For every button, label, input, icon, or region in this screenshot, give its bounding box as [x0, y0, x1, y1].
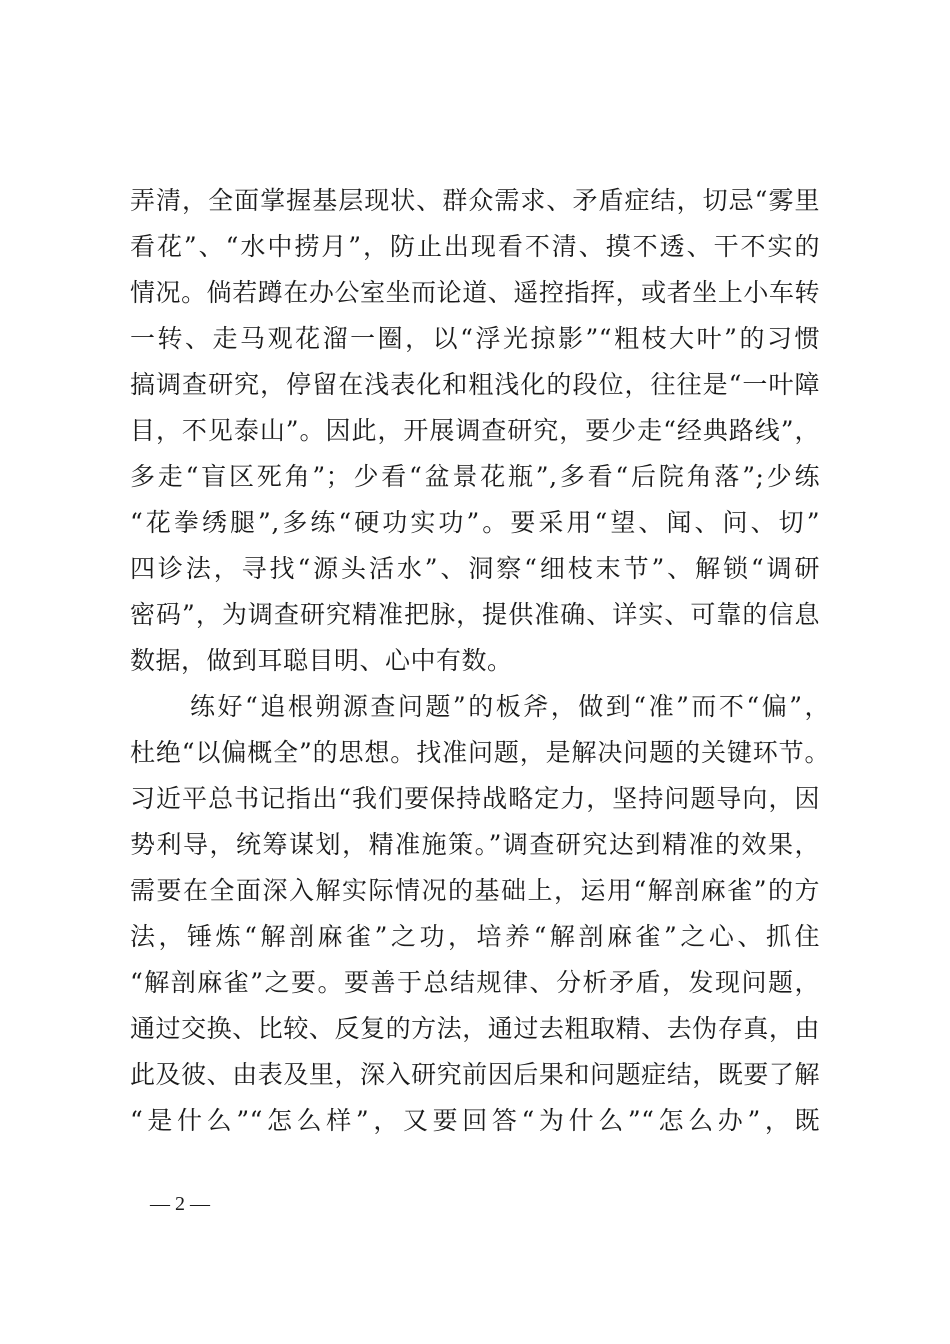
text-line: 需要在全面深入解实际情况的基础上，运用“解剖麻雀”的方 [130, 876, 820, 905]
text-line: 一转、走马观花溜一圈，以“浮光掠影”“粗枝大叶”的习惯 [130, 324, 820, 353]
text-line: 此及彼、由表及里，深入研究前因后果和问题症结，既要了解 [130, 1060, 820, 1089]
text-line: “是什么”“怎么样”，又要回答“为什么”“怎么办”，既 [130, 1106, 820, 1135]
text-line: “解剖麻雀”之要。要善于总结规律、分析矛盾，发现问题， [130, 968, 820, 997]
text-line: 弄清，全面掌握基层现状、群众需求、矛盾症结，切忌“雾里 [130, 186, 820, 215]
text-line: 搞调查研究，停留在浅表化和粗浅化的段位，往往是“一叶障 [130, 370, 820, 399]
text-line: 多走“盲区死角”；少看“盆景花瓶”,多看“后院角落”;少练 [130, 462, 820, 491]
text-line: 目，不见泰山”。因此，开展调查研究，要少走“经典路线”， [130, 416, 820, 445]
text-line: 法，锤炼“解剖麻雀”之功，培养“解剖麻雀”之心、抓住 [130, 922, 820, 951]
page-number: — 2 — [150, 1193, 210, 1215]
text-line: 习近平总书记指出“我们要保持战略定力，坚持问题导向，因 [130, 784, 820, 813]
text-line: 情况。倘若蹲在办公室坐而论道、遥控指挥，或者坐上小车转 [130, 278, 820, 307]
text-line: “花拳绣腿”,多练“硬功实功”。要采用“望、闻、问、切” [130, 508, 820, 537]
text-line: 四诊法，寻找“源头活水”、洞察“细枝末节”、解锁“调研 [130, 554, 820, 583]
text-line: 看花”、“水中捞月”，防止出现看不清、摸不透、干不实的 [130, 232, 820, 261]
text-line: 通过交换、比较、反复的方法，通过去粗取精、去伪存真，由 [130, 1014, 820, 1043]
text-line: 杜绝“以偏概全”的思想。找准问题，是解决问题的关键环节。 [130, 738, 830, 767]
text-line: 势利导，统筹谋划，精准施策。”调查研究达到精准的效果， [130, 830, 820, 859]
text-line-indented: 练好“追根朔源查问题”的板斧，做到“准”而不“偏”， [190, 692, 830, 721]
text-line: 密码”，为调查研究精准把脉，提供准确、详实、可靠的信息 [130, 600, 820, 629]
text-line: 数据，做到耳聪目明、心中有数。 [130, 646, 513, 675]
